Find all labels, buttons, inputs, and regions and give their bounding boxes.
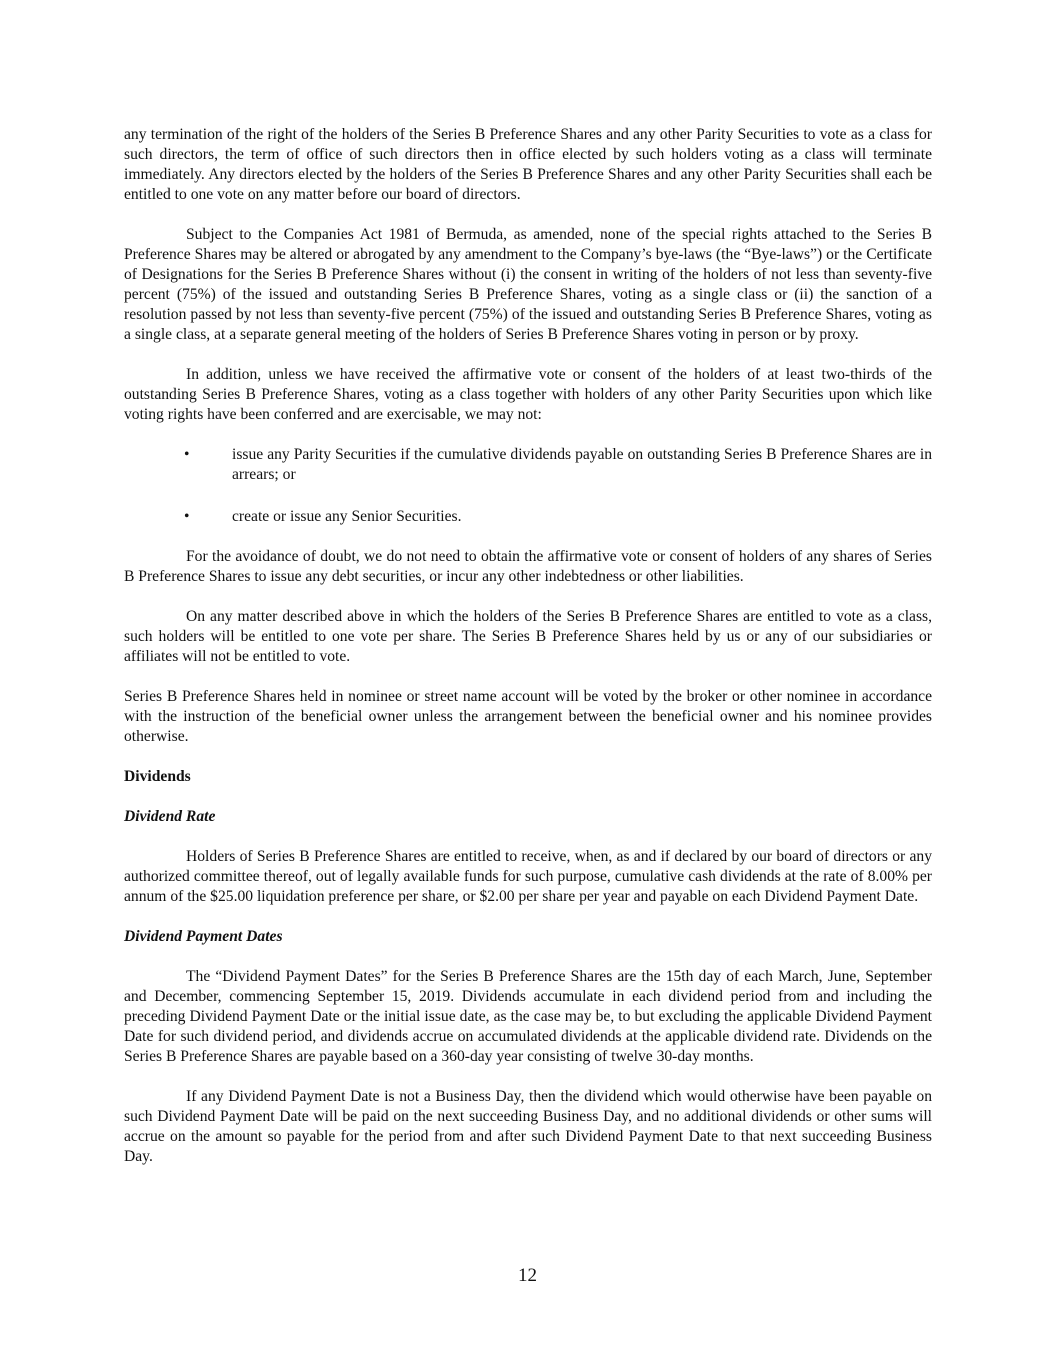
paragraph-affirmative-vote: In addition, unless we have received the affirmative vote or consent of the holders of at least two-thirds of the outstanding Series B Preference Shares, voting as a class together with holders of any other Parity Securities upon which like voting rights have been conferred and are exercisable, we may not: xyxy=(124,366,932,423)
paragraph-avoidance-of-doubt: For the avoidance of doubt, we do not need to obtain the affirmative vote or consent of holders of any shares of Series B Preference Shares to issue any debt securities, or incur any other indebtedness or other liabilities. xyxy=(124,548,932,585)
dividends-heading: Dividends xyxy=(124,768,191,785)
paragraph-special-rights: Subject to the Companies Act 1981 of Bermuda, as amended, none of the special rights attached to the Series B Preference Shares may be altered or abrogated by any amendment to the Company’s bye-laws (the “Bye-laws”) or the Certificate of Designations for the Series B Preference Shares without (i) the consent in writing of the holders of not less than seventy-five percent (75%) of the issued and outstanding Series B Preference Shares, voting as a single class or (ii) the sanction of a resolution passed by not less than seventy-five percent (75%) of the issued and outstanding Series B Preference Shares, voting as a single class, at a separate general meeting of the holders of Series B Preference Shares voting in person or by proxy. xyxy=(124,226,932,343)
bullet-icon: • xyxy=(184,508,190,525)
list-item-text: issue any Parity Securities if the cumulative dividends payable on outstanding Series B Preference Shares are in arrears; or xyxy=(232,446,932,483)
restriction-list xyxy=(124,445,932,527)
list-item-text: create or issue any Senior Securities. xyxy=(232,508,462,525)
paragraph-director-termination: any termination of the right of the holders of the Series B Preference Shares and any other Parity Securities to vote as a class for such directors, the term of office of such directors then in office elected by such holders voting as a class will terminate immediately. Any directors elected by the holders of the Series B Preference Shares and any other Parity Securities shall each be entitled to one vote on any matter before our board of directors. xyxy=(124,126,932,203)
page-number: 12 xyxy=(518,1265,537,1286)
dividend-payment-dates-heading: Dividend Payment Dates xyxy=(124,928,283,945)
list-item xyxy=(124,445,932,485)
bullet-icon: • xyxy=(184,446,190,463)
dividend-rate-heading: Dividend Rate xyxy=(124,808,216,825)
list-item xyxy=(124,507,932,527)
paragraph-nominee-shares: Series B Preference Shares held in nominee or street name account will be voted by the broker or other nominee in accordance with the instruction of the beneficial owner unless the arrangement between the beneficial owner and his nominee provides otherwise. xyxy=(124,688,932,745)
paragraph-business-day: If any Dividend Payment Date is not a Business Day, then the dividend which would otherwise have been payable on such Dividend Payment Date will be paid on the next succeeding Business Day, and no additional dividends or other sums will accrue on the amount so payable for the period from and after such Dividend Payment Date to that next succeeding Business Day. xyxy=(124,1088,932,1165)
document-page xyxy=(124,125,932,1187)
paragraph-dividend-rate: Holders of Series B Preference Shares are entitled to receive, when, as and if declared by our board of directors or any authorized committee thereof, out of legally available funds for such purpose, cumulative cash dividends at the rate of 8.00% per annum of the $25.00 liquidation preference per share, or $2.00 per share per year and payable on each Dividend Payment Date. xyxy=(124,848,932,905)
paragraph-payment-dates: The “Dividend Payment Dates” for the Series B Preference Shares are the 15th day of each March, June, September and December, commencing September 15, 2019. Dividends accumulate in each dividend period from and including the preceding Dividend Payment Date or the initial issue date, as the case may be, to but excluding the applicable Dividend Payment Date for such dividend period, and dividends accrue on accumulated dividends at the applicable dividend rate. Dividends on the Series B Preference Shares are payable based on a 360-day year consisting of twelve 30-day months. xyxy=(124,968,932,1065)
paragraph-vote-per-share: On any matter described above in which the holders of the Series B Preference Shares are entitled to vote as a class, such holders will be entitled to one vote per share. The Series B Preference Shares held by us or any of our subsidiaries or affiliates will not be entitled to vote. xyxy=(124,608,932,665)
